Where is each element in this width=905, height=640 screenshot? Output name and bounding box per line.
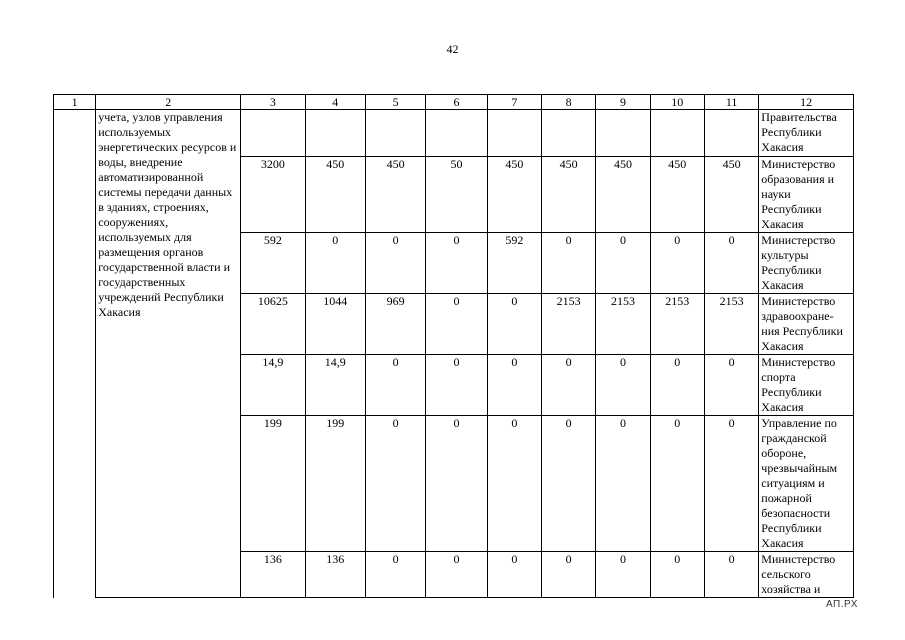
value-cell: 0 bbox=[487, 416, 541, 552]
value-cell: 0 bbox=[365, 552, 425, 598]
value-cell: 2153 bbox=[704, 294, 758, 355]
value-cell: 969 bbox=[365, 294, 425, 355]
header-row bbox=[54, 95, 854, 110]
value-cell: 0 bbox=[596, 416, 650, 552]
value-cell: 0 bbox=[650, 233, 704, 294]
value-cell: 3200 bbox=[241, 157, 305, 233]
value-cell: 0 bbox=[426, 233, 487, 294]
value-cell: 450 bbox=[650, 157, 704, 233]
value-cell: 0 bbox=[541, 233, 595, 294]
header-cell: 4 bbox=[305, 95, 365, 110]
value-cell: 592 bbox=[241, 233, 305, 294]
header-cell: 3 bbox=[241, 95, 305, 110]
value-cell bbox=[541, 110, 595, 157]
header-cell: 10 bbox=[650, 95, 704, 110]
organization-cell: Министерство здравоохране-ния Республики Хакасия bbox=[759, 294, 854, 355]
header-cell: 9 bbox=[596, 95, 650, 110]
value-cell: 0 bbox=[487, 355, 541, 416]
value-cell: 592 bbox=[487, 233, 541, 294]
header-cell: 7 bbox=[487, 95, 541, 110]
header-cell: 8 bbox=[541, 95, 595, 110]
value-cell: 0 bbox=[704, 552, 758, 598]
description-cell: учета, узлов управления используемых энергетических ресурсов и воды, внедрение автоматизированной системы передачи данных в зданиях, строениях, сооружениях, используемых для размещения органов государственной власти и государственных учреждений Республики Хакасия bbox=[96, 110, 241, 598]
header-cell: 12 bbox=[759, 95, 854, 110]
organization-cell: Правительства Республики Хакасия bbox=[759, 110, 854, 157]
page-number: 42 bbox=[446, 42, 459, 56]
header-cell: 5 bbox=[365, 95, 425, 110]
value-cell bbox=[650, 110, 704, 157]
value-cell: 0 bbox=[365, 233, 425, 294]
value-cell: 0 bbox=[650, 416, 704, 552]
value-cell: 1044 bbox=[305, 294, 365, 355]
value-cell: 0 bbox=[650, 355, 704, 416]
value-cell: 0 bbox=[305, 233, 365, 294]
value-cell: 450 bbox=[596, 157, 650, 233]
value-cell: 0 bbox=[596, 355, 650, 416]
value-cell: 0 bbox=[704, 355, 758, 416]
organization-cell: Управление по гражданской обороне, чрезвычайным ситуациям и пожарной безопасности Республики Хакасия bbox=[759, 416, 854, 552]
header-cell: 6 bbox=[426, 95, 487, 110]
value-cell: 10625 bbox=[241, 294, 305, 355]
value-cell: 0 bbox=[426, 355, 487, 416]
value-cell: 0 bbox=[541, 355, 595, 416]
value-cell: 0 bbox=[704, 233, 758, 294]
value-cell: 450 bbox=[487, 157, 541, 233]
value-cell: 2153 bbox=[541, 294, 595, 355]
value-cell: 199 bbox=[241, 416, 305, 552]
organization-cell: Министерство культуры Республики Хакасия bbox=[759, 233, 854, 294]
value-cell bbox=[305, 110, 365, 157]
value-cell: 14,9 bbox=[241, 355, 305, 416]
value-cell bbox=[487, 110, 541, 157]
value-cell: 0 bbox=[541, 552, 595, 598]
stamp-label: АП.РХ bbox=[826, 599, 858, 610]
value-cell: 0 bbox=[365, 355, 425, 416]
value-cell: 0 bbox=[487, 552, 541, 598]
value-cell: 0 bbox=[426, 294, 487, 355]
value-cell: 450 bbox=[704, 157, 758, 233]
value-cell: 0 bbox=[596, 552, 650, 598]
budget-table bbox=[53, 94, 854, 598]
value-cell: 0 bbox=[487, 294, 541, 355]
value-cell: 0 bbox=[426, 416, 487, 552]
value-cell bbox=[365, 110, 425, 157]
value-cell: 450 bbox=[541, 157, 595, 233]
value-cell bbox=[704, 110, 758, 157]
value-cell bbox=[426, 110, 487, 157]
value-cell: 0 bbox=[426, 552, 487, 598]
value-cell: 0 bbox=[541, 416, 595, 552]
value-cell: 450 bbox=[305, 157, 365, 233]
value-cell: 199 bbox=[305, 416, 365, 552]
value-cell: 2153 bbox=[650, 294, 704, 355]
value-cell: 0 bbox=[650, 552, 704, 598]
value-cell: 2153 bbox=[596, 294, 650, 355]
value-cell bbox=[241, 110, 305, 157]
value-cell: 14,9 bbox=[305, 355, 365, 416]
value-cell: 0 bbox=[704, 416, 758, 552]
value-cell: 50 bbox=[426, 157, 487, 233]
value-cell: 136 bbox=[305, 552, 365, 598]
value-cell: 0 bbox=[596, 233, 650, 294]
header-cell: 11 bbox=[704, 95, 758, 110]
organization-cell: Министерство образования и науки Республики Хакасия bbox=[759, 157, 854, 233]
table-row bbox=[54, 110, 854, 157]
value-cell: 0 bbox=[365, 416, 425, 552]
value-cell bbox=[596, 110, 650, 157]
value-cell: 450 bbox=[365, 157, 425, 233]
row-number-cell bbox=[54, 110, 96, 598]
header-cell: 2 bbox=[96, 95, 241, 110]
organization-cell: Министерство спорта Республики Хакасия bbox=[759, 355, 854, 416]
organization-cell: Министерство сельского хозяйства и bbox=[759, 552, 854, 598]
header-cell: 1 bbox=[54, 95, 96, 110]
value-cell: 136 bbox=[241, 552, 305, 598]
